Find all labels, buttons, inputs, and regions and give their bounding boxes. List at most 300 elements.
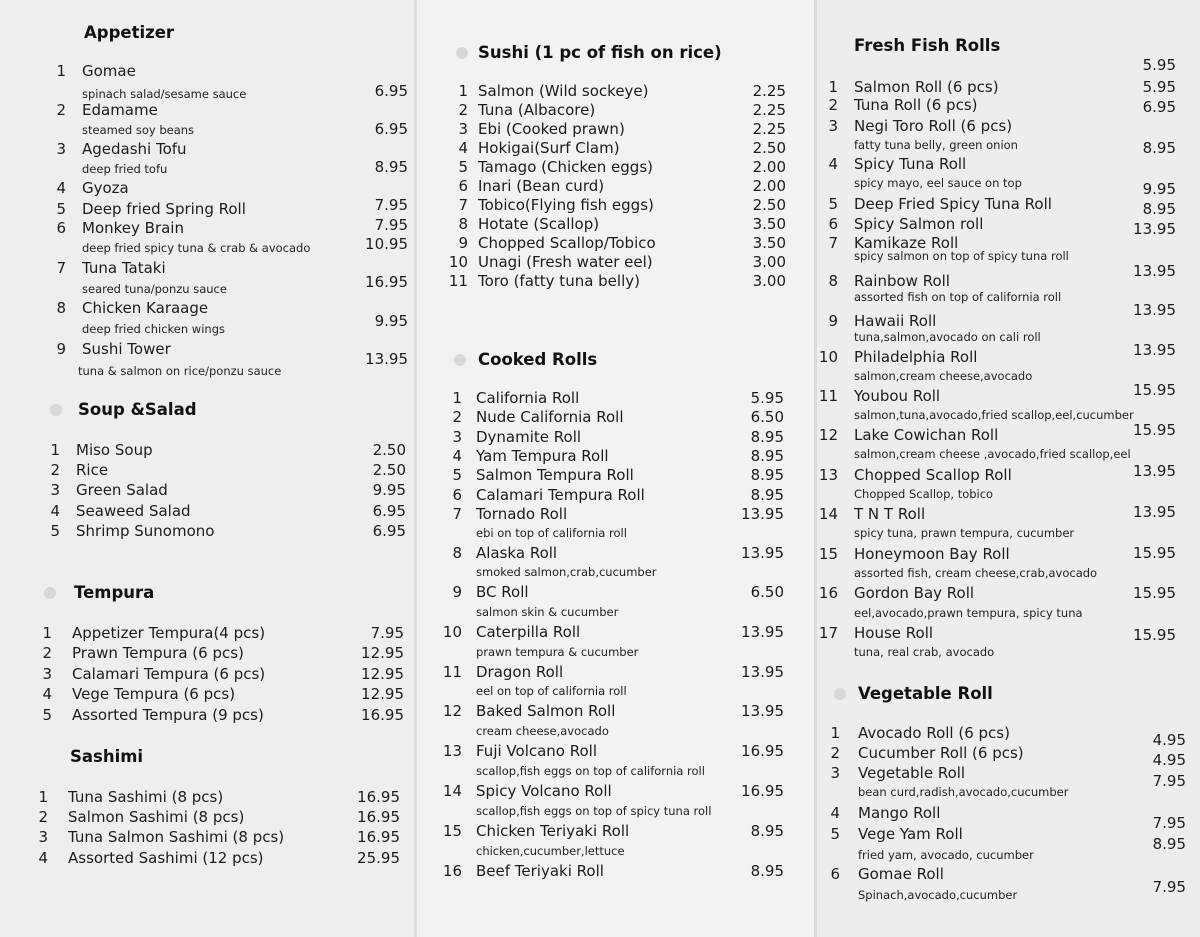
item-number: 7: [828, 234, 838, 252]
item-name: Assorted Tempura (9 pcs): [72, 706, 264, 724]
item-number: 5: [56, 200, 66, 218]
item-price: 16.95: [365, 273, 408, 291]
item-price: 2.50: [752, 196, 786, 214]
item-name: Salmon Tempura Roll: [476, 466, 634, 484]
menu-item: [414, 742, 814, 762]
item-name: Gomae: [82, 62, 136, 80]
item-price: 2.00: [752, 158, 786, 176]
menu-item: [0, 788, 414, 808]
item-price: 2.50: [752, 139, 786, 157]
item-number: 1: [38, 788, 48, 806]
item-price: 12.95: [361, 665, 404, 683]
menu-item: [814, 381, 1200, 407]
item-name: Seaweed Salad: [76, 502, 191, 520]
menu-item: [0, 706, 414, 726]
item-description: Chopped Scallop, tobico: [854, 487, 994, 501]
section-title-fresh-fish-rolls: Fresh Fish Rolls: [854, 36, 1001, 55]
item-number: 1: [452, 389, 462, 407]
menu-item: [414, 428, 814, 448]
item-name: Agedashi Tofu: [82, 140, 187, 158]
menu-item: [814, 421, 1200, 446]
item-name: Chopped Scallop Roll: [854, 466, 1012, 484]
item-price: 13.95: [1133, 301, 1176, 319]
item-number: 4: [38, 849, 48, 867]
item-price: 25.95: [357, 849, 400, 867]
item-price: 8.95: [1152, 835, 1186, 853]
menu-item: [414, 215, 814, 235]
item-number: 3: [828, 117, 838, 135]
item-number: 10: [818, 348, 838, 366]
item-number: 11: [442, 663, 462, 681]
menu-item: [414, 862, 814, 882]
menu-item: [814, 545, 1200, 565]
item-number: 8: [828, 272, 838, 290]
item-name: Tornado Roll: [476, 505, 568, 523]
menu-item: [0, 828, 414, 848]
section-title-sashimi: Sashimi: [70, 747, 144, 766]
section-title-tempura: Tempura: [74, 583, 155, 602]
item-price: 9.95: [1142, 180, 1176, 198]
item-number: 14: [818, 505, 838, 523]
menu-item: [414, 447, 814, 467]
item-number: 11: [448, 272, 468, 290]
menu-item: [0, 441, 414, 461]
item-price: 13.95: [1133, 262, 1176, 280]
item-price: 9.95: [374, 312, 408, 330]
item-number: 12: [818, 426, 838, 444]
item-name: Rice: [76, 461, 109, 479]
item-number: 5: [458, 158, 468, 176]
item-name: Toro (fatty tuna belly): [478, 272, 640, 290]
item-name: Avocado Roll (6 pcs): [858, 724, 1010, 742]
item-name: Unagi (Fresh water eel): [478, 253, 653, 271]
item-description: spinach salad/sesame sauce: [82, 87, 247, 101]
item-number: 16: [442, 862, 462, 880]
menu-panel-right: [814, 0, 1200, 937]
item-number: 3: [42, 665, 52, 683]
item-price: 5.95: [1142, 56, 1176, 74]
menu-item: [414, 486, 814, 506]
item-description: deep fried chicken wings: [82, 322, 225, 336]
menu-item: [0, 62, 414, 82]
item-description: prawn tempura & cucumber: [476, 645, 639, 659]
item-number: 10: [448, 253, 468, 271]
item-name: Chicken Teriyaki Roll: [476, 822, 630, 840]
section-title-sushi: Sushi (1 pc of fish on rice): [478, 43, 722, 62]
item-number: 17: [818, 624, 838, 642]
menu-item: [0, 101, 414, 121]
item-name: Gordon Bay Roll: [854, 584, 975, 602]
menu-item: [0, 644, 414, 664]
item-number: 6: [828, 215, 838, 233]
item-number: 9: [828, 312, 838, 330]
menu-item: [414, 408, 814, 428]
item-name: Appetizer Tempura(4 pcs): [72, 624, 266, 642]
item-price: 15.95: [1133, 626, 1176, 644]
item-name: Nude California Roll: [476, 408, 624, 426]
menu-item: [814, 624, 1200, 644]
item-price: 7.95: [1152, 814, 1186, 832]
item-number: 8: [458, 215, 468, 233]
item-price: 6.95: [374, 82, 408, 100]
section-title-cooked-rolls: Cooked Rolls: [478, 350, 598, 369]
item-price: 10.95: [365, 235, 408, 253]
section-title-soup-salad: Soup &Salad: [78, 400, 197, 419]
item-name: Hokigai(Surf Clam): [478, 139, 620, 157]
item-description: eel,avocado,prawn tempura, spicy tuna: [854, 606, 1083, 620]
menu-item: [814, 462, 1200, 486]
item-description: salmon,tuna,avocado,fried scallop,eel,cucumber: [854, 408, 1134, 422]
menu-item: [414, 822, 814, 842]
item-number: 15: [442, 822, 462, 840]
item-name: Deep Fried Spicy Tuna Roll: [854, 195, 1052, 213]
item-name: Mango Roll: [858, 804, 941, 822]
item-price: 12.95: [361, 685, 404, 703]
item-description: steamed soy beans: [82, 123, 195, 137]
item-name: Vegetable Roll: [858, 764, 966, 782]
item-description: salmon,cream cheese,avocado: [854, 369, 1033, 383]
item-price: 16.95: [741, 742, 784, 760]
item-name: Vege Tempura (6 pcs): [72, 685, 236, 703]
menu-item: [814, 825, 1200, 853]
item-number: 6: [452, 486, 462, 504]
menu-item: [0, 685, 414, 705]
item-description: spicy salmon on top of spicy tuna roll: [854, 249, 1069, 263]
item-name: Youbou Roll: [854, 387, 941, 405]
item-price: 2.25: [752, 120, 786, 138]
menu-item: [814, 744, 1200, 769]
menu-item: [414, 253, 814, 273]
item-price: 13.95: [1133, 220, 1176, 238]
menu-item: [0, 140, 414, 160]
item-number: 9: [452, 583, 462, 601]
item-number: 3: [452, 428, 462, 446]
item-price: 16.95: [361, 706, 404, 724]
item-name: Salmon Roll (6 pcs): [854, 78, 999, 96]
item-name: Beef Teriyaki Roll: [476, 862, 604, 880]
menu-item: [414, 272, 814, 292]
item-price: 7.95: [1152, 772, 1186, 790]
item-price: 13.95: [741, 623, 784, 641]
item-name: BC Roll: [476, 583, 529, 601]
item-name: Shrimp Sunomono: [76, 522, 215, 540]
menu-item: [0, 665, 414, 685]
item-price: 6.95: [374, 120, 408, 138]
menu-panel-left: [0, 0, 414, 937]
item-price: 13.95: [741, 544, 784, 562]
menu-item: [414, 389, 814, 409]
item-name: Monkey Brain: [82, 219, 184, 237]
menu-item: [414, 101, 814, 121]
item-name: Caterpilla Roll: [476, 623, 581, 641]
item-number: 11: [818, 387, 838, 405]
item-price: 9.95: [372, 481, 406, 499]
item-number: 15: [818, 545, 838, 563]
item-description: Spinach,avocado,cucumber: [858, 888, 1018, 902]
item-number: 5: [452, 466, 462, 484]
item-price: 8.95: [1142, 200, 1176, 218]
item-name: Inari (Bean curd): [478, 177, 605, 195]
item-name: Tuna Sashimi (8 pcs): [68, 788, 224, 806]
item-description: chicken,cucumber,lettuce: [476, 844, 625, 858]
item-number: 3: [38, 828, 48, 846]
menu-item: [0, 502, 414, 522]
item-description: tuna,salmon,avocado on cali roll: [854, 330, 1041, 344]
item-description: scallop,fish eggs on top of california roll: [476, 764, 705, 778]
item-number: 4: [452, 447, 462, 465]
item-description: ebi on top of california roll: [476, 526, 627, 540]
menu-panel-middle: [414, 0, 814, 937]
item-number: 9: [458, 234, 468, 252]
item-description: assorted fish on top of california roll: [854, 290, 1062, 304]
item-number: 2: [56, 101, 66, 119]
item-price: 7.95: [374, 196, 408, 214]
item-description: deep fried spicy tuna & crab & avocado: [82, 241, 311, 255]
item-price: 3.00: [752, 272, 786, 290]
item-description: smoked salmon,crab,cucumber: [476, 565, 657, 579]
item-name: California Roll: [476, 389, 580, 407]
item-name: Negi Toro Roll (6 pcs): [854, 117, 1013, 135]
item-number: 5: [42, 706, 52, 724]
item-description: tuna & salmon on rice/ponzu sauce: [78, 364, 282, 378]
item-description: salmon,cream cheese ,avocado,fried scallop,eel: [854, 447, 1131, 461]
bullet-icon: [834, 688, 846, 700]
item-name: Hotate (Scallop): [478, 215, 600, 233]
item-name: Gomae Roll: [858, 865, 944, 883]
item-name: Spicy Salmon roll: [854, 215, 984, 233]
item-number: 5: [50, 522, 60, 540]
item-number: 9: [56, 340, 66, 358]
item-price: 7.95: [1152, 878, 1186, 896]
item-name: Chicken Karaage: [82, 299, 209, 317]
item-price: 15.95: [1133, 381, 1176, 399]
item-price: 13.95: [741, 702, 784, 720]
item-name: Calamari Tempura (6 pcs): [72, 665, 266, 683]
item-name: Spicy Tuna Roll: [854, 155, 967, 173]
item-number: 2: [452, 408, 462, 426]
item-price: 3.50: [752, 215, 786, 233]
item-price: 2.25: [752, 82, 786, 100]
item-price: 16.95: [357, 788, 400, 806]
menu-item: [414, 82, 814, 102]
item-name: Rainbow Roll: [854, 272, 950, 290]
item-price: 12.95: [361, 644, 404, 662]
menu-item: [414, 196, 814, 216]
item-number: 2: [42, 644, 52, 662]
item-number: 2: [50, 461, 60, 479]
item-price: 16.95: [357, 808, 400, 826]
item-name: Dynamite Roll: [476, 428, 582, 446]
menu-item: [814, 764, 1200, 790]
menu-item: [0, 849, 414, 869]
item-price: 3.50: [752, 234, 786, 252]
menu-item: [414, 702, 814, 722]
menu-item: [0, 522, 414, 542]
menu-item: [0, 461, 414, 481]
menu-item: [414, 544, 814, 564]
item-price: 8.95: [1142, 139, 1176, 157]
item-name: Calamari Tempura Roll: [476, 486, 645, 504]
item-description: scallop,fish eggs on top of spicy tuna roll: [476, 804, 712, 818]
item-number: 5: [828, 195, 838, 213]
item-number: 14: [442, 782, 462, 800]
item-price: 13.95: [741, 505, 784, 523]
menu-item: [814, 804, 1200, 832]
menu-item: [414, 782, 814, 802]
item-price: 8.95: [374, 158, 408, 176]
item-price: 3.00: [752, 253, 786, 271]
item-name: Spicy Volcano Roll: [476, 782, 612, 800]
bullet-icon: [50, 404, 62, 416]
item-description: deep fried tofu: [82, 162, 168, 176]
item-name: Ebi (Cooked prawn): [478, 120, 625, 138]
item-name: Edamame: [82, 101, 158, 119]
item-number: 1: [56, 62, 66, 80]
item-price: 5.95: [750, 389, 784, 407]
item-number: 3: [50, 481, 60, 499]
item-number: 7: [452, 505, 462, 523]
item-price: 4.95: [1152, 731, 1186, 749]
item-description: bean curd,radish,avocado,cucumber: [858, 785, 1069, 799]
menu-item: [814, 505, 1200, 525]
item-number: 6: [458, 177, 468, 195]
item-name: Salmon Sashimi (8 pcs): [68, 808, 245, 826]
item-number: 1: [458, 82, 468, 100]
item-number: 4: [828, 155, 838, 173]
menu-item: [0, 808, 414, 828]
item-price: 8.95: [750, 447, 784, 465]
menu-item: [414, 158, 814, 178]
item-number: 2: [458, 101, 468, 119]
item-name: Tuna (Albacore): [478, 101, 596, 119]
menu-item: [814, 262, 1200, 292]
item-price: 7.95: [374, 216, 408, 234]
menu-item: [414, 505, 814, 525]
menu-item: [414, 623, 814, 643]
menu-item: [414, 663, 814, 683]
item-number: 4: [42, 685, 52, 703]
menu-item: [814, 341, 1200, 368]
menu-item: [414, 120, 814, 140]
item-name: Baked Salmon Roll: [476, 702, 616, 720]
item-price: 16.95: [741, 782, 784, 800]
item-number: 1: [828, 78, 838, 96]
item-price: 2.00: [752, 177, 786, 195]
item-number: 3: [830, 764, 840, 782]
item-name: Sushi Tower: [82, 340, 171, 358]
item-number: 2: [828, 96, 838, 114]
bullet-icon: [454, 354, 466, 366]
item-name: Lake Cowichan Roll: [854, 426, 999, 444]
item-name: Assorted Sashimi (12 pcs): [68, 849, 264, 867]
item-price: 7.95: [370, 624, 404, 642]
item-price: 13.95: [1133, 341, 1176, 359]
item-price: 2.50: [372, 461, 406, 479]
item-number: 13: [818, 466, 838, 484]
item-number: 2: [830, 744, 840, 762]
item-number: 3: [458, 120, 468, 138]
menu-item: [0, 624, 414, 644]
item-price: 6.95: [1142, 98, 1176, 116]
bullet-icon: [456, 47, 468, 59]
item-name: Deep fried Spring Roll: [82, 200, 246, 218]
item-price: 8.95: [750, 428, 784, 446]
item-number: 5: [830, 825, 840, 843]
item-name: Salmon (Wild sockeye): [478, 82, 649, 100]
item-description: salmon skin & cucumber: [476, 605, 619, 619]
menu-item: [414, 234, 814, 254]
item-name: Prawn Tempura (6 pcs): [72, 644, 244, 662]
item-price: 15.95: [1133, 421, 1176, 439]
item-name: Philadelphia Roll: [854, 348, 978, 366]
item-name: Fuji Volcano Roll: [476, 742, 598, 760]
item-number: 4: [830, 804, 840, 822]
item-number: 10: [442, 623, 462, 641]
item-name: Alaska Roll: [476, 544, 558, 562]
item-name: Cucumber Roll (6 pcs): [858, 744, 1024, 762]
item-name: Tobico(Flying fish eggs): [478, 196, 654, 214]
item-name: Chopped Scallop/Tobico: [478, 234, 656, 252]
item-number: 1: [830, 724, 840, 742]
item-price: 13.95: [741, 663, 784, 681]
item-price: 6.95: [372, 522, 406, 540]
item-description: eel on top of california roll: [476, 684, 627, 698]
item-name: Tuna Tataki: [82, 259, 166, 277]
item-name: Miso Soup: [76, 441, 153, 459]
item-number: 1: [50, 441, 60, 459]
item-price: 4.95: [1152, 751, 1186, 769]
bullet-icon: [44, 587, 56, 599]
item-description: spicy tuna, prawn tempura, cucumber: [854, 526, 1075, 540]
item-name: Tuna Roll (6 pcs): [854, 96, 978, 114]
item-price: 5.95: [1142, 78, 1176, 96]
item-number: 8: [452, 544, 462, 562]
item-number: 1: [42, 624, 52, 642]
item-price: 6.50: [750, 408, 784, 426]
item-number: 4: [458, 139, 468, 157]
item-description: cream cheese,avocado: [476, 724, 609, 738]
item-number: 3: [56, 140, 66, 158]
item-number: 12: [442, 702, 462, 720]
item-price: 6.50: [750, 583, 784, 601]
item-number: 4: [50, 502, 60, 520]
item-price: 8.95: [750, 822, 784, 840]
item-price: 15.95: [1133, 544, 1176, 562]
item-price: 13.95: [365, 350, 408, 368]
item-price: 16.95: [357, 828, 400, 846]
item-price: 8.95: [750, 862, 784, 880]
menu-item: [814, 584, 1200, 604]
item-name: Green Salad: [76, 481, 168, 499]
item-name: Yam Tempura Roll: [476, 447, 609, 465]
item-description: fatty tuna belly, green onion: [854, 138, 1018, 152]
item-name: House Roll: [854, 624, 934, 642]
menu-item: [0, 481, 414, 501]
item-name: Hawaii Roll: [854, 312, 937, 330]
item-description: tuna, real crab, avocado: [854, 645, 995, 659]
item-number: 16: [818, 584, 838, 602]
item-price: 2.25: [752, 101, 786, 119]
section-title-vegetable-roll: Vegetable Roll: [858, 684, 993, 703]
item-price: 15.95: [1133, 584, 1176, 602]
item-description: assorted fish, cream cheese,crab,avocado: [854, 566, 1098, 580]
item-number: 7: [458, 196, 468, 214]
item-name: Honeymoon Bay Roll: [854, 545, 1010, 563]
menu-item: [414, 139, 814, 159]
item-name: Tamago (Chicken eggs): [478, 158, 653, 176]
item-name: T N T Roll: [854, 505, 926, 523]
section-title-appetizer: Appetizer: [84, 23, 175, 42]
